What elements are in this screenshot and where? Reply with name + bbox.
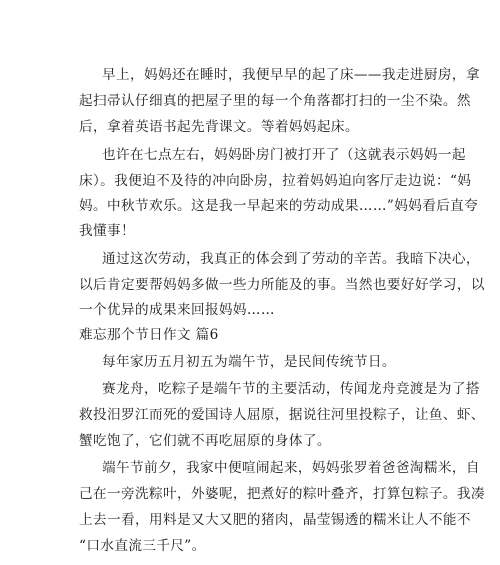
text-line: 一个优异的成果来回报妈妈……: [79, 302, 275, 318]
section-heading: 难忘那个节日作文 篇6: [79, 327, 219, 343]
text-line: 蟹吃饱了，它们就不再吃屈原的身体了。: [79, 433, 331, 449]
text-line: 每年家历五月初五为端午节，是民间传统节日。: [102, 354, 396, 370]
text-line: 也许在七点左右，妈妈卧房门被打开了（这就表示妈妈一起: [102, 147, 466, 163]
text-line: 救投汨罗江而死的爱国诗人屈原，据说往河里投粽子，让鱼、虾、: [79, 407, 485, 423]
text-line: 己在一旁洗粽叶，外婆呢，把煮好的粽叶叠齐，打算包粽子。我凑: [79, 486, 485, 502]
text-line: “口水直流三千尺”。: [79, 538, 206, 554]
text-line: 妈。中秋节欢乐。这是我一早起来的劳动成果……”妈妈看后直夸: [79, 198, 479, 214]
text-line: 赛龙舟，吃粽子是端午节的主要活动，传闻龙舟竞渡是为了搭: [102, 381, 480, 397]
text-line: 床）。我便迫不及待的冲向卧房，拉着妈妈迫向客厅走边说：“妈: [79, 173, 472, 189]
text-line: 早上，妈妈还在睡时，我便早早的起了床——我走进厨房，拿: [102, 67, 480, 83]
text-line: 以后肯定要帮妈妈多做一些力所能及的事。当然也要好好学习，以: [79, 277, 485, 293]
text-line: 后，拿着英语书起先背课文。等着妈妈起床。: [79, 119, 359, 135]
text-line: 端午节前夕，我家中便喧闹起来，妈妈张罗着爸爸淘糯米，自: [102, 460, 480, 476]
text-line: 起扫帚认仔细真的把屋子里的每一个角落都打扫的一尘不染。然: [79, 93, 471, 109]
text-line: 通过这次劳动，我真正的体会到了劳动的辛苦。我暗下决心，: [102, 251, 480, 267]
text-line: 我懂事！: [79, 223, 135, 239]
text-line: 上去一看，用料是又大又肥的猪肉，晶莹锡透的糯米让人不能不: [79, 512, 471, 528]
